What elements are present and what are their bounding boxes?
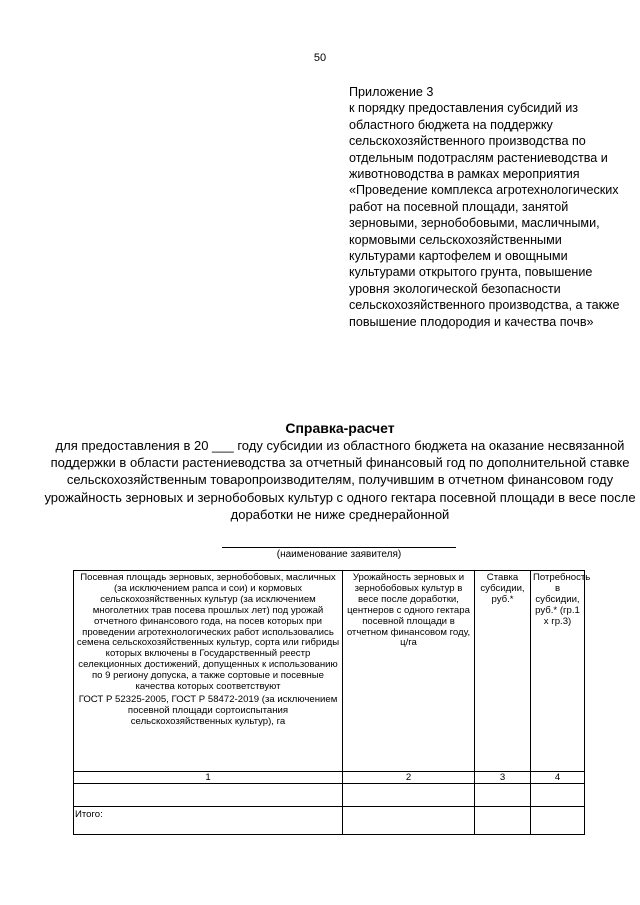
column-number-4: 4 (531, 772, 585, 784)
applicant-name-field (222, 547, 456, 561)
column-number-3: 3 (475, 772, 531, 784)
appendix-body: к порядку предоставления субсидий из областного бюджета на поддержку сельскохозяйственного производства по отдельным подотраслям растениеводства и животноводства в рамках мероприятия «Проведение комплекса агротехнологических работ на посевной площади, занятой зерновыми, зернобобовыми, масличными, кормовыми сельскохозяйственными культурами картофелем и овощными культурами открытого грунта, повышение уровня экологической безопасности сельскохозяйственного производства, а также повышение плодородия и качества почв» (349, 101, 620, 329)
header-subsidy-rate: Ставка субсидии, руб.* (475, 571, 531, 772)
appendix-title: Приложение 3 (349, 85, 434, 99)
header-sown-area-gost: ГОСТ Р 52325-2005, ГОСТ Р 58472-2019 (за исключением посевной площади сортоиспытания сельскохозяйственных культур), га (78, 693, 338, 727)
table-header-row (74, 571, 585, 772)
total-row (74, 807, 585, 835)
total-cell[interactable] (531, 807, 585, 835)
calculation-table (73, 570, 591, 835)
document-heading (40, 420, 640, 523)
appendix-block (349, 84, 624, 330)
header-yield: Урожайность зерновых и зернобобовых культур в весе после доработки, центнеров с одного гектара посевной площади в отчетном финансовом году, ц/га (343, 571, 475, 772)
page-number: 50 (313, 52, 327, 64)
document-subtitle: для предоставления в 20 ___ году субсидии из областного бюджета на оказание несвязанной поддержки в области растениеводства за отчетный финансовый год по дополнительной ставке сельскохозяйственным товаропроизводителям, получившим в отчетном финансовом году урожайность зерновых и зернобобовых культур с одного гектара посевной площади в весе после доработки не ниже среднерайонной (44, 438, 636, 522)
table-row (74, 784, 585, 807)
table-cell[interactable] (531, 784, 585, 807)
document-title: Справка-расчет (285, 420, 395, 436)
table-cell[interactable] (475, 784, 531, 807)
header-subsidy-need: Потребность в субсидии, руб.* (гр.1 х гр.3) (531, 571, 585, 772)
column-number-1: 1 (74, 772, 343, 784)
applicant-caption: (наименование заявителя) (276, 549, 402, 560)
total-label: Итого: (74, 807, 343, 835)
header-sown-area (74, 571, 343, 772)
column-number-row (74, 772, 585, 784)
table-cell[interactable] (74, 784, 343, 807)
table-cell[interactable] (343, 784, 475, 807)
total-cell[interactable] (475, 807, 531, 835)
column-number-2: 2 (343, 772, 475, 784)
total-cell[interactable] (343, 807, 475, 835)
header-sown-area-text: Посевная площадь зерновых, зернобобовых, масличных (за исключением рапса и сои) и кормовых сельскохозяйственных культур (за исключением многолетних трав посева прошлых лет) под урожай отчетного финансового года, на посев которых при проведении агротехнологических работ использовались семена сельскохозяйственных культур, сорта или гибриды которых включены в Государственный реестр селекционных достижений, допущенных к использованию по 9 региону допуска, а также сортовые и посевные качества которых соответствуют (76, 572, 340, 693)
